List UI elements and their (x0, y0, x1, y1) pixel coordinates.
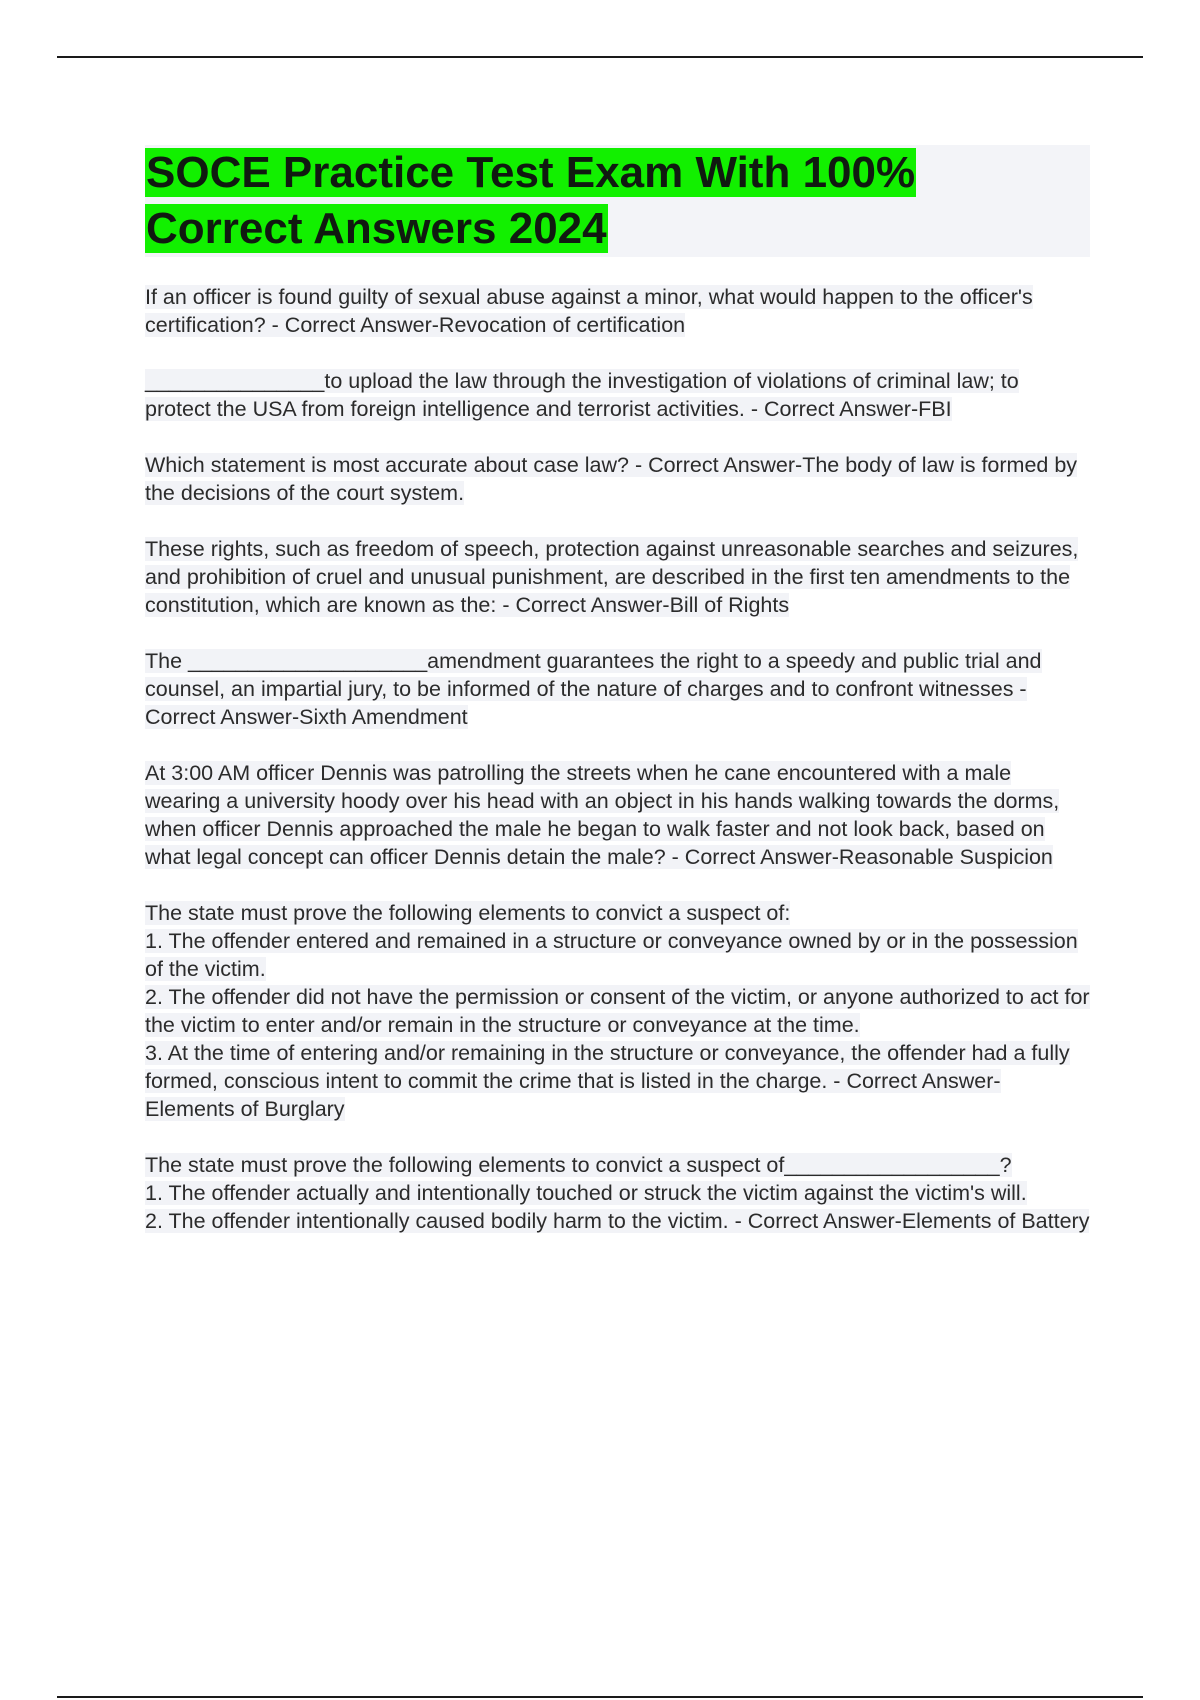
qa-text: The ____________________amendment guarantees the right to a speedy and public trial and counsel, an impartial jury, to be informed of the nature of charges and to confront witnesses - Correct Answer-Sixth Amendment (145, 649, 1042, 729)
qa-line (145, 1039, 1090, 1123)
qa-line (145, 647, 1090, 731)
qa-item (145, 759, 1090, 871)
title-line-2: Correct Answers 2024 (146, 204, 607, 253)
qa-line (145, 367, 1090, 423)
document-body (145, 145, 1090, 1263)
page-title (145, 145, 1090, 257)
qa-text: The state must prove the following elements to convict a suspect of: (145, 901, 791, 925)
qa-text: 1. The offender actually and intentionally touched or struck the victim against the victim's will. (145, 1181, 1027, 1205)
qa-text: 2. The offender did not have the permission or consent of the victim, or anyone authorized to act for the victim to enter and/or remain in the structure or conveyance at the time. (145, 985, 1090, 1037)
qa-line (145, 535, 1090, 619)
qa-line (145, 759, 1090, 871)
qa-text: At 3:00 AM officer Dennis was patrolling the streets when he cane encountered with a male wearing a university hoody over his head with an object in his hands walking towards the dorms, when officer Dennis approached the male he began to walk faster and not look back, based on what legal concept can officer Dennis detain the male? - Correct Answer-Reasonable Suspicion (145, 761, 1060, 869)
qa-line (145, 1179, 1090, 1207)
qa-line (145, 899, 1090, 927)
qa-line (145, 983, 1090, 1039)
qa-list (145, 283, 1090, 1235)
qa-item (145, 899, 1090, 1123)
qa-item (145, 647, 1090, 731)
title-line-1: SOCE Practice Test Exam With 100% (146, 148, 916, 197)
top-rule (57, 56, 1143, 58)
qa-text: _______________to upload the law through the investigation of violations of criminal law; to protect the USA from foreign intelligence and terrorist activities. - Correct Answer-FBI (145, 369, 1019, 421)
qa-item (145, 1151, 1090, 1235)
qa-text: 2. The offender intentionally caused bodily harm to the victim. - Correct Answer-Elements of Battery (145, 1209, 1090, 1233)
qa-text: These rights, such as freedom of speech, protection against unreasonable searches and seizures, and prohibition of cruel and unusual punishment, are described in the first ten amendments to the constitution, which are known as the: - Correct Answer-Bill of Rights (145, 537, 1079, 617)
title-highlight (145, 148, 916, 253)
qa-line (145, 283, 1090, 339)
qa-item (145, 535, 1090, 619)
title-block (145, 145, 1090, 257)
qa-line (145, 927, 1090, 983)
qa-line (145, 1207, 1090, 1235)
qa-text: If an officer is found guilty of sexual abuse against a minor, what would happen to the officer's certification? - Correct Answer-Revocation of certification (145, 285, 1033, 337)
qa-text: The state must prove the following elements to convict a suspect of__________________? (145, 1153, 1012, 1177)
bottom-rule (57, 1696, 1143, 1698)
qa-item (145, 451, 1090, 507)
qa-line (145, 1151, 1090, 1179)
qa-item (145, 283, 1090, 339)
qa-text: Which statement is most accurate about case law? - Correct Answer-The body of law is formed by the decisions of the court system. (145, 453, 1078, 505)
qa-line (145, 451, 1090, 507)
qa-item (145, 367, 1090, 423)
qa-text: 1. The offender entered and remained in a structure or conveyance owned by or in the possession of the victim. (145, 929, 1078, 981)
qa-text: 3. At the time of entering and/or remaining in the structure or conveyance, the offender had a fully formed, conscious intent to commit the crime that is listed in the charge. - Correct Answer-Elements of Burglary (145, 1041, 1070, 1121)
